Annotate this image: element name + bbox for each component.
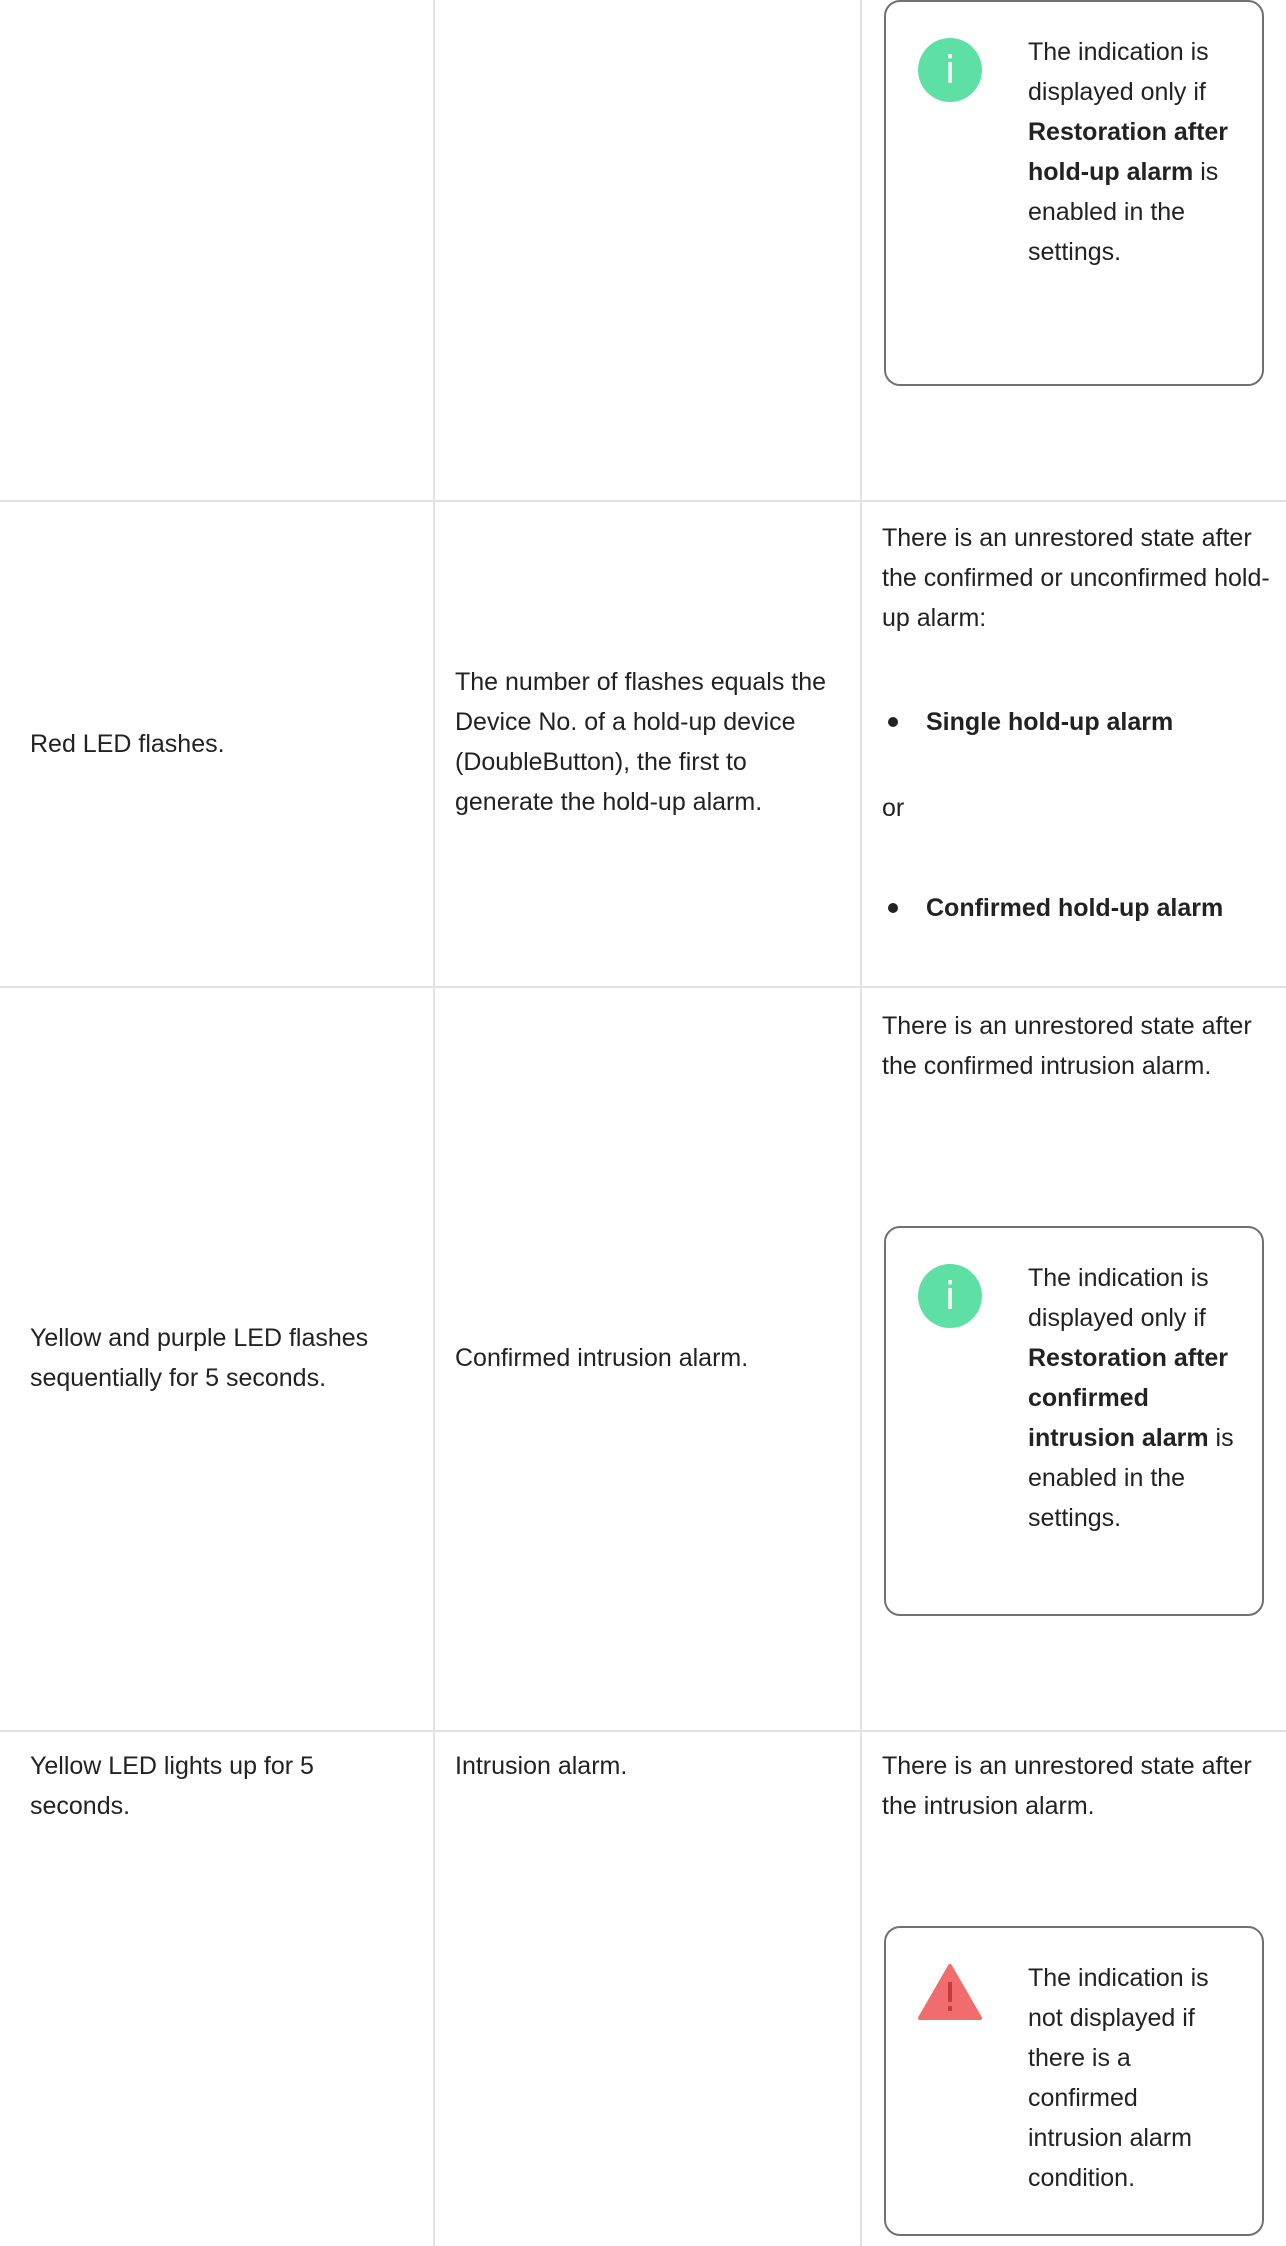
led-state-cell: Red LED flashes. bbox=[30, 730, 225, 758]
led-state-cell: Yellow LED lights up for 5 seconds. bbox=[30, 1752, 314, 1820]
info-note-text: The indication is displayed only if Restoration after confirmed intrusion alarm is enabled in the settings. bbox=[1028, 1264, 1234, 1532]
info-note bbox=[884, 1226, 1264, 1616]
meaning-cell: Intrusion alarm. bbox=[455, 1752, 628, 1780]
meaning-cell: The number of flashes equals the Device No. of a hold-up device (DoubleButton), the first to generate the hold-up alarm. bbox=[455, 668, 827, 816]
column-divider bbox=[433, 0, 435, 2246]
notes-intro: There is an unrestored state after the intrusion alarm. bbox=[882, 1752, 1252, 1820]
led-state-cell: Yellow and purple LED flashes sequentially for 5 seconds. bbox=[30, 1324, 369, 1392]
meaning-cell: Confirmed intrusion alarm. bbox=[455, 1344, 749, 1372]
warning-note bbox=[884, 1926, 1264, 2236]
info-icon: i bbox=[918, 1264, 982, 1328]
notes-connector: or bbox=[882, 794, 905, 822]
row-divider bbox=[0, 986, 1286, 988]
row-divider bbox=[0, 1730, 1286, 1732]
info-icon: i bbox=[918, 38, 982, 102]
alarm-type-list bbox=[882, 702, 1282, 742]
info-note bbox=[884, 0, 1264, 386]
info-note-text: The indication is displayed only if Restoration after hold-up alarm is enabled in the settings. bbox=[1028, 38, 1229, 266]
list-item: Single hold-up alarm bbox=[882, 702, 1282, 742]
list-item: Confirmed hold-up alarm bbox=[882, 888, 1282, 928]
column-divider bbox=[860, 0, 862, 2246]
row-divider bbox=[0, 500, 1286, 502]
notes-intro: There is an unrestored state after the confirmed or unconfirmed hold-up alarm: bbox=[882, 524, 1270, 632]
warning-icon bbox=[918, 1964, 982, 2020]
notes-cell bbox=[882, 1746, 1282, 1826]
warning-note-text: The indication is not displayed if there is a confirmed intrusion alarm condition. bbox=[1028, 1964, 1209, 2192]
notes-cell bbox=[882, 1006, 1282, 1086]
notes-intro: There is an unrestored state after the confirmed intrusion alarm. bbox=[882, 1012, 1252, 1080]
alarm-type-list bbox=[882, 888, 1282, 928]
notes-cell bbox=[882, 518, 1282, 638]
